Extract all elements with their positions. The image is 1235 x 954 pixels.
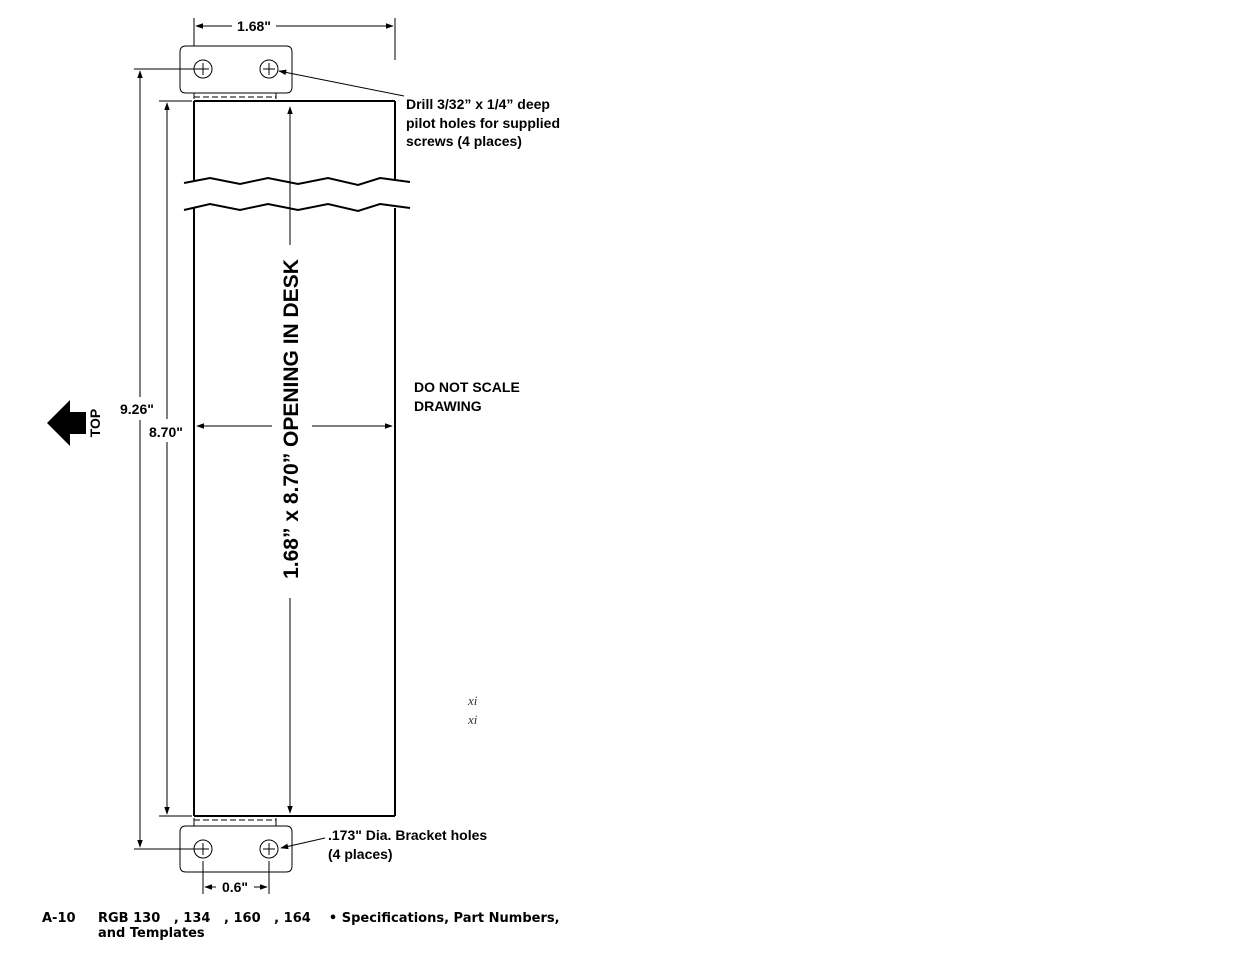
arrow-left-icon — [47, 400, 86, 446]
bracket-note — [328, 827, 487, 862]
footer-line-2: and Templates — [98, 926, 205, 941]
svg-text:xi: xi — [468, 712, 478, 727]
top-width-dimension — [194, 18, 395, 60]
opening-height-dimension — [149, 101, 192, 816]
top-bracket — [180, 46, 292, 99]
drill-note — [406, 96, 560, 149]
svg-text:xi: xi — [468, 693, 478, 708]
footer-text — [98, 911, 560, 941]
svg-text:DRAWING: DRAWING — [414, 398, 482, 414]
screw-hole-icon — [260, 60, 278, 78]
drill-note-leader — [279, 71, 404, 96]
top-direction-label: TOP — [87, 408, 103, 438]
hole-spacing-label: 0.6" — [221, 879, 249, 895]
top-direction-indicator — [47, 400, 103, 446]
break-lines — [184, 178, 410, 211]
svg-text:(4 places): (4 places) — [328, 846, 393, 862]
top-width-label: 1.68" — [237, 18, 271, 34]
svg-text:Drill 3/32” x 1/4” deep: Drill 3/32” x 1/4” deep — [406, 96, 550, 112]
bracket-note-leader — [281, 838, 325, 848]
overall-height-dimension — [120, 69, 197, 849]
overall-height-label: 9.26" — [120, 401, 154, 417]
opening-label: 1.68” x 8.70” OPENING IN DESK — [280, 259, 303, 579]
hole-spacing-dimension — [203, 861, 269, 895]
page-number: A-10 — [42, 911, 76, 926]
scale-note — [414, 379, 520, 414]
opening-height-label: 8.70" — [149, 424, 183, 440]
stray-marks — [467, 693, 478, 727]
svg-text:.173" Dia. Bracket holes: .173" Dia. Bracket holes — [328, 827, 488, 843]
bottom-bracket — [180, 818, 292, 872]
svg-text:screws (4 places): screws (4 places) — [406, 133, 522, 149]
svg-text:pilot holes for supplied: pilot holes for supplied — [406, 115, 560, 131]
screw-hole-icon — [260, 840, 278, 858]
svg-text:DO NOT SCALE: DO NOT SCALE — [414, 379, 520, 395]
footer-line-1: RGB 130 , 134 , 160 , 164 • Specifications, Part Numbers, — [98, 911, 560, 926]
